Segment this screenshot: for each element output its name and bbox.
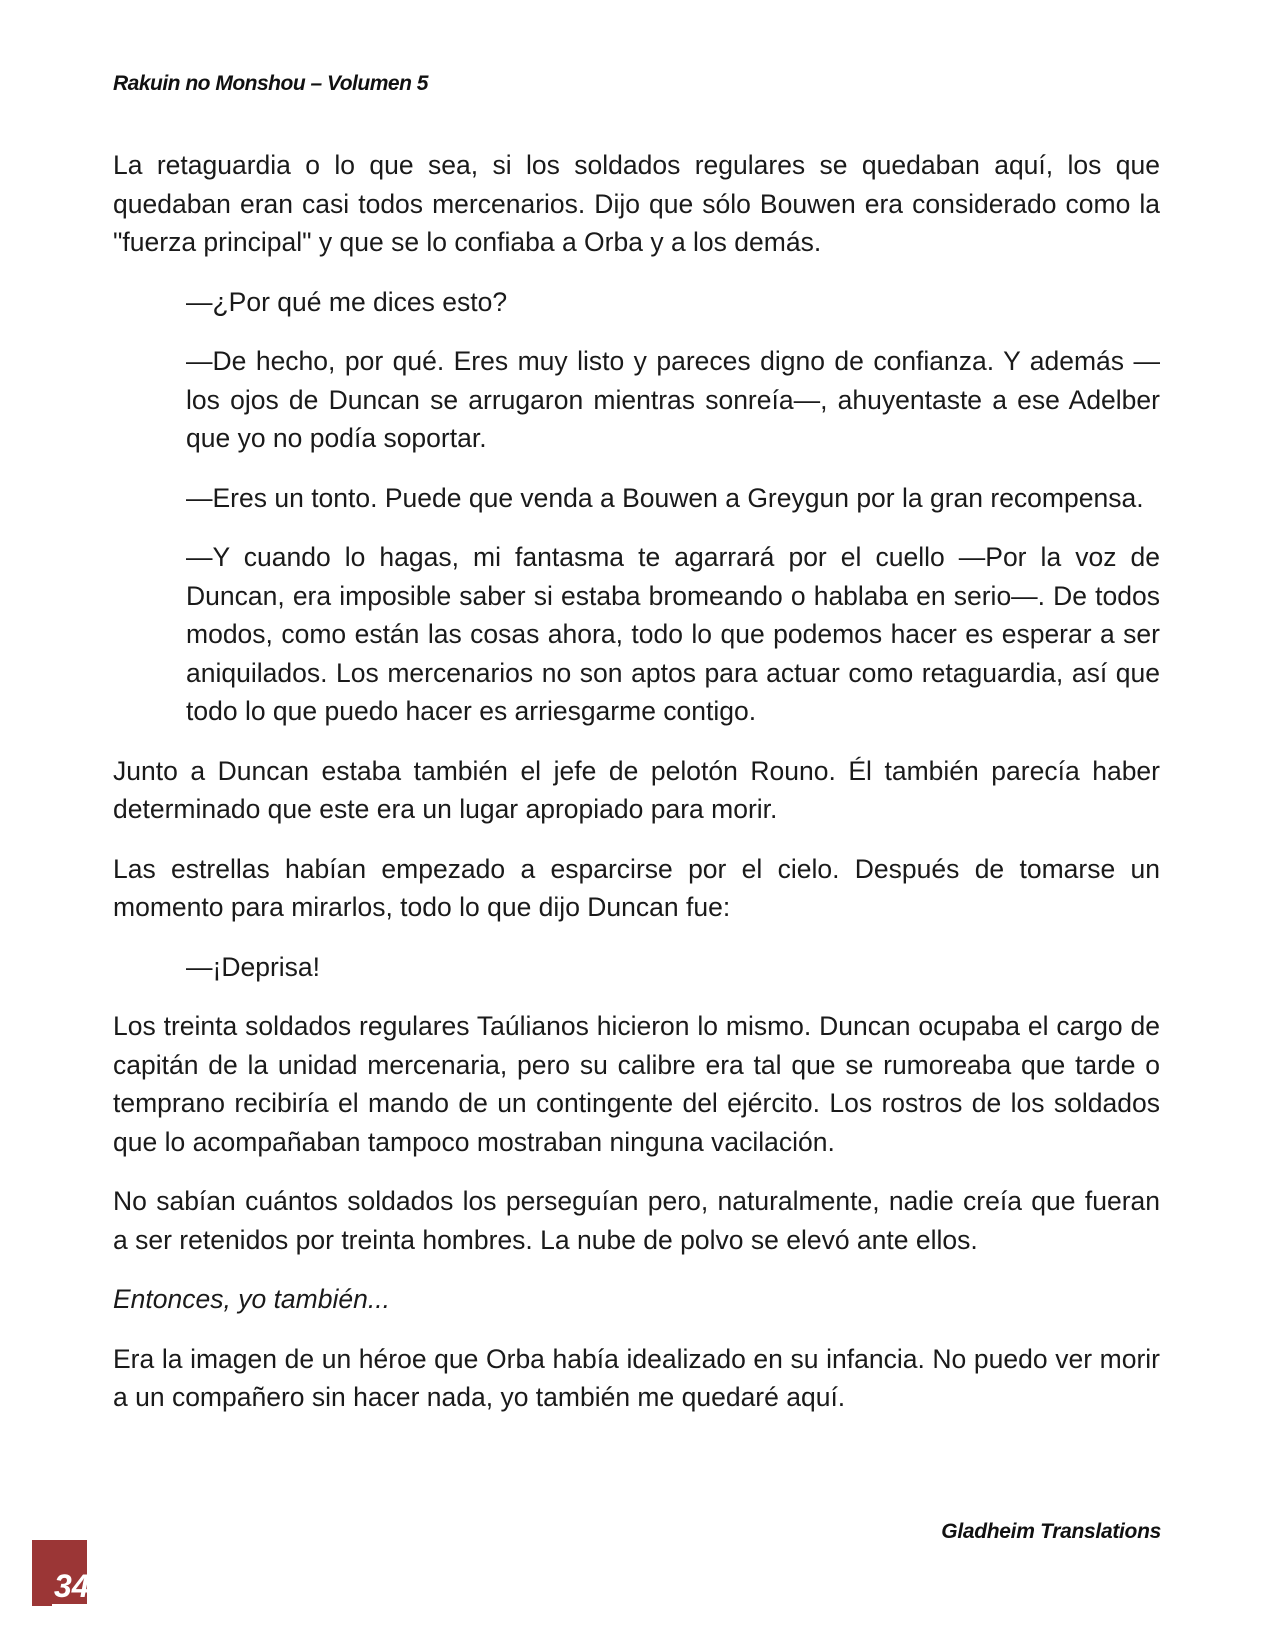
dialogue-4: —Y cuando lo hagas, mi fantasma te agarrará por el cuello —Por la voz de Duncan, era imposible saber si estaba bromeando o hablaba en serio—. De todos modos, como están las cosas ahora, todo lo que podemos hacer es esperar a ser aniquilados. Los mercenarios no son aptos para actuar como retaguardia, así que todo lo que puedo hacer es arriesgarme contigo. (186, 542, 1160, 726)
dialogue-2: —De hecho, por qué. Eres muy listo y pareces digno de confianza. Y además —los ojos de Duncan se arrugaron mientras sonreía—, ahuyentaste a ese Adelber que yo no podía soportar. (186, 346, 1160, 453)
paragraph-3: Las estrellas habían empezado a esparcirse por el cielo. Después de tomarse un momento para mirarlos, todo lo que dijo Duncan fue: (113, 853, 1160, 922)
paragraph-4: Los treinta soldados regulares Taúlianos hicieron lo mismo. Duncan ocupaba el cargo de capitán de la unidad mercenaria, pero su calibre era tal que se rumoreaba que tarde o temprano recibiría el mando de un contingente del ejército. Los rostros de los soldados que lo acompañaban tampoco mostraban ninguna vacilación. (113, 1011, 1160, 1157)
inner-thought: Entonces, yo también... (113, 1284, 390, 1314)
paragraph-2: Junto a Duncan estaba también el jefe de pelotón Rouno. Él también parecía haber determinado que este era un lugar apropiado para morir. (113, 755, 1160, 824)
footer-credit: Gladheim Translations (941, 1520, 1161, 1543)
running-header: Rakuin no Monshou – Volumen 5 (113, 72, 428, 95)
dialogue-1: —¿Por qué me dices esto? (186, 286, 508, 317)
paragraph-5: No sabían cuántos soldados los perseguían pero, naturalmente, nadie creía que fueran a ser retenidos por treinta hombres. La nube de polvo se elevó ante ellos. (113, 1186, 1160, 1255)
page-number: 34 (54, 1568, 90, 1604)
paragraph-1: La retaguardia o lo que sea, si los soldados regulares se quedaban aquí, los que quedaban eran casi todos mercenarios. Dijo que sólo Bouwen era considerado como la "fuerza principal" y que se lo confiaba a Orba y a los demás. (113, 150, 1160, 257)
paragraph-6: Era la imagen de un héroe que Orba había idealizado en su infancia. No puedo ver morir a un compañero sin hacer nada, yo también me quedaré aquí. (113, 1343, 1160, 1412)
document-body (113, 146, 1160, 1438)
dialogue-3: —Eres un tonto. Puede que venda a Bouwen a Greygun por la gran recompensa. (186, 482, 1144, 513)
dialogue-5: —¡Deprisa! (186, 951, 321, 982)
